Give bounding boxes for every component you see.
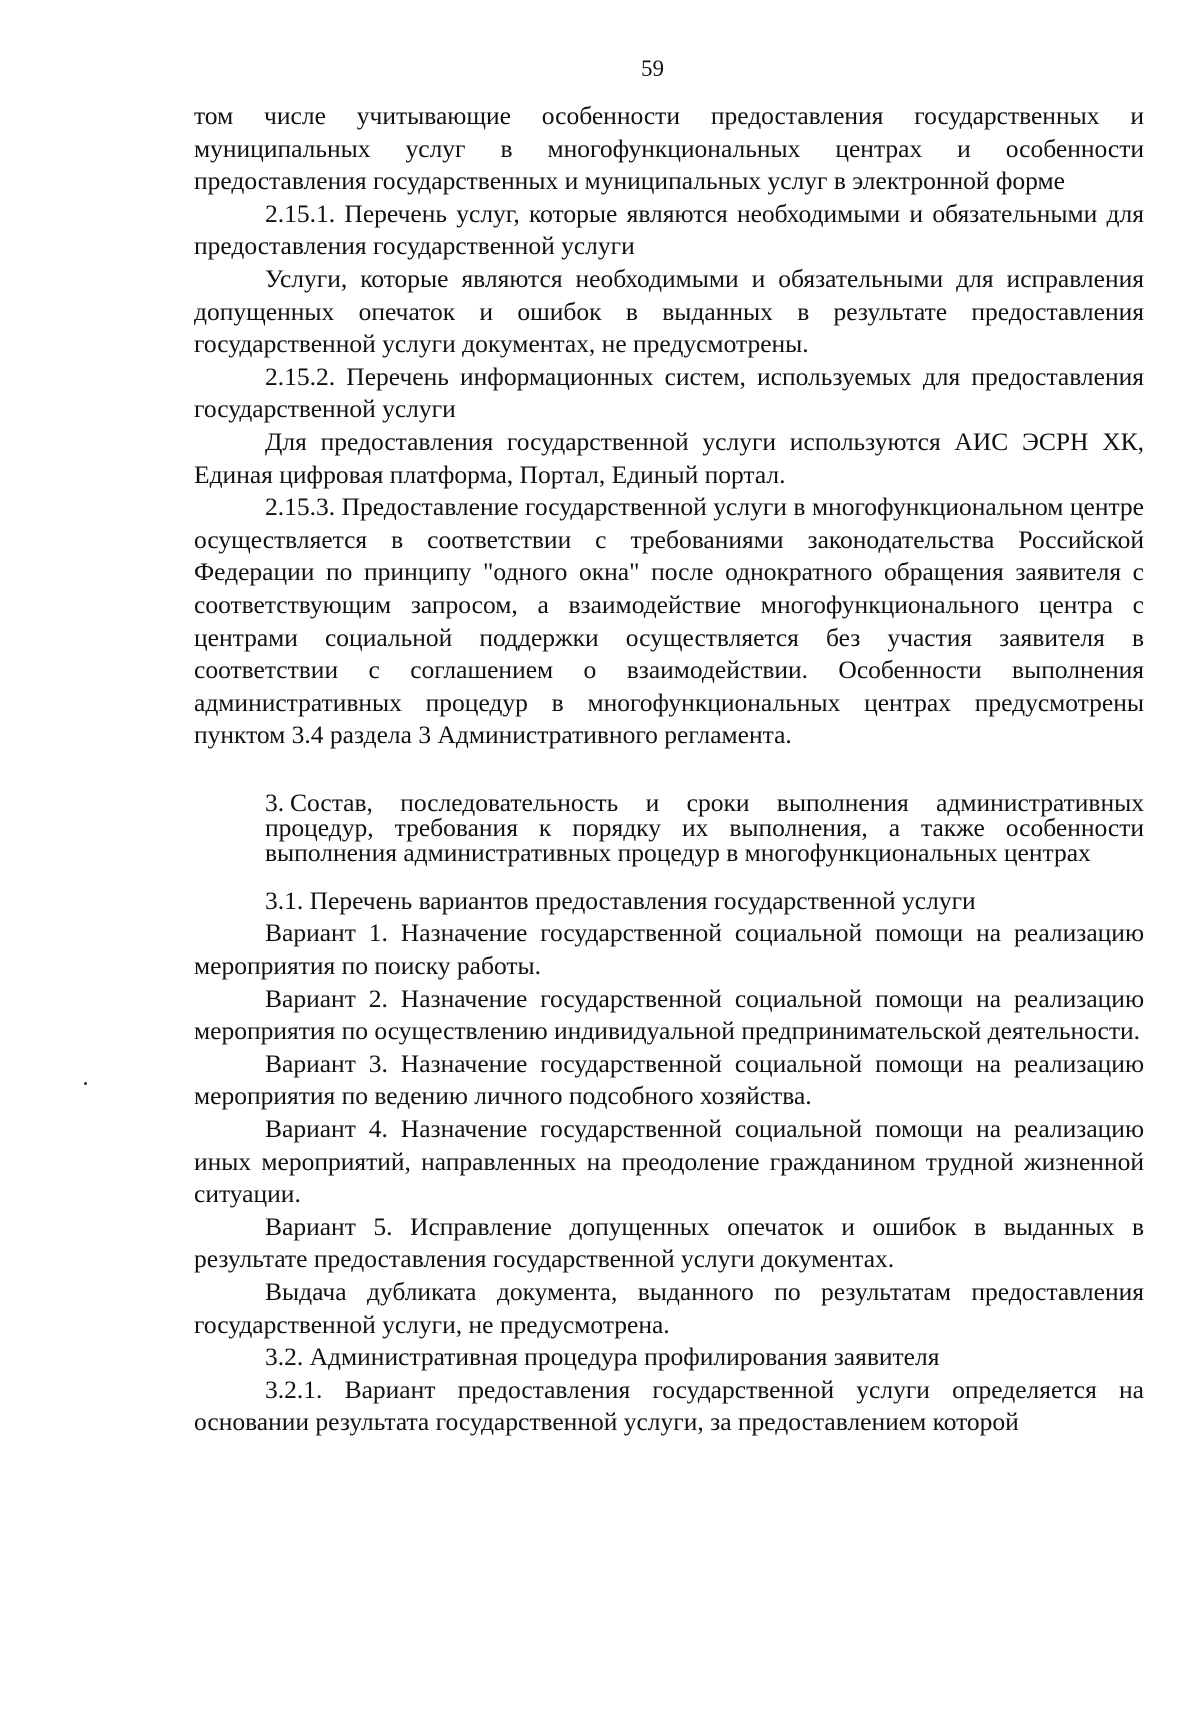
paragraph-3-2-1: 3.2.1. Вариант предоставления государственной услуги определяется на основании результата государственной услуги, за предоставлением которой	[194, 1374, 1144, 1437]
paragraph-3-1: 3.1. Перечень вариантов предоставления государственной услуги	[265, 885, 976, 915]
section-heading-number: 3.	[265, 787, 285, 817]
paragraph-3-2: 3.2. Административная процедура профилирования заявителя	[265, 1342, 940, 1372]
paragraph-variant-2: Вариант 2. Назначение государственной социальной помощи на реализацию мероприятия по осуществлению индивидуальной предпринимательской деятельности.	[194, 983, 1144, 1046]
paragraph-2-15-1: 2.15.1. Перечень услуг, которые являются необходимыми и обязательными для предоставления государственной услуги	[194, 198, 1144, 261]
section-heading-text: Состав, последовательность и сроки выполнения административных процедур, требования к порядку их выполнения, а также особенности выполнения административных процедур в многофункциональных центрах	[265, 787, 1144, 867]
paragraph-variant-4: Вариант 4. Назначение государственной социальной помощи на реализацию иных мероприятий, направленных на преодоление гражданином трудной жизненной ситуации.	[194, 1114, 1144, 1209]
paragraph-variant-5: Вариант 5. Исправление допущенных опечаток и ошибок в выданных в результате предоставления государственной услуги документах.	[194, 1211, 1144, 1274]
document-body	[194, 100, 1144, 1439]
paragraph-systems-used: Для предоставления государственной услуги используются АИС ЭСРН ХК, Единая цифровая платформа, Портал, Единый портал.	[194, 426, 1144, 489]
paragraph-2-15-2: 2.15.2. Перечень информационных систем, используемых для предоставления государственной услуги	[194, 361, 1144, 424]
paragraph-duplicate: Выдача дубликата документа, выданного по результатам предоставления государственной услуги, не предусмотрена.	[194, 1277, 1144, 1339]
paragraph-continuation: том числе учитывающие особенности предоставления государственных и муниципальных услуг в многофункциональных центрах и особенности предоставления государственных и муниципальных услуг в электронной форме	[194, 101, 1144, 196]
scan-speck	[84, 1082, 87, 1085]
paragraph-2-15-3: 2.15.3. Предоставление государственной услуги в многофункциональном центре осуществляется в соответствии с требованиями законодательства Российской Федерации по принципу "одного окна" после однократного обращения заявителя с соответствующим запросом, а взаимодействие многофункционального центра с центрами социальной поддержки осуществляется без участия заявителя в соответствии с соглашением о взаимодействии. Особенности выполнения административных процедур в многофункциональных центрах предусмотрены пунктом 3.4 раздела 3 Административного регламента.	[194, 492, 1144, 750]
paragraph-variant-3: Вариант 3. Назначение государственной социальной помощи на реализацию мероприятия по ведению личного подсобного хозяйства.	[194, 1048, 1144, 1111]
section-heading-3	[194, 787, 1144, 867]
paragraph-variant-1: Вариант 1. Назначение государственной социальной помощи на реализацию мероприятия по поиску работы.	[194, 918, 1144, 981]
page-number: 59	[641, 56, 664, 81]
paragraph-services-none: Услуги, которые являются необходимыми и обязательными для исправления допущенных опечаток и ошибок в выданных в результате предоставления государственной услуги документах, не предусмотрены.	[194, 263, 1144, 359]
